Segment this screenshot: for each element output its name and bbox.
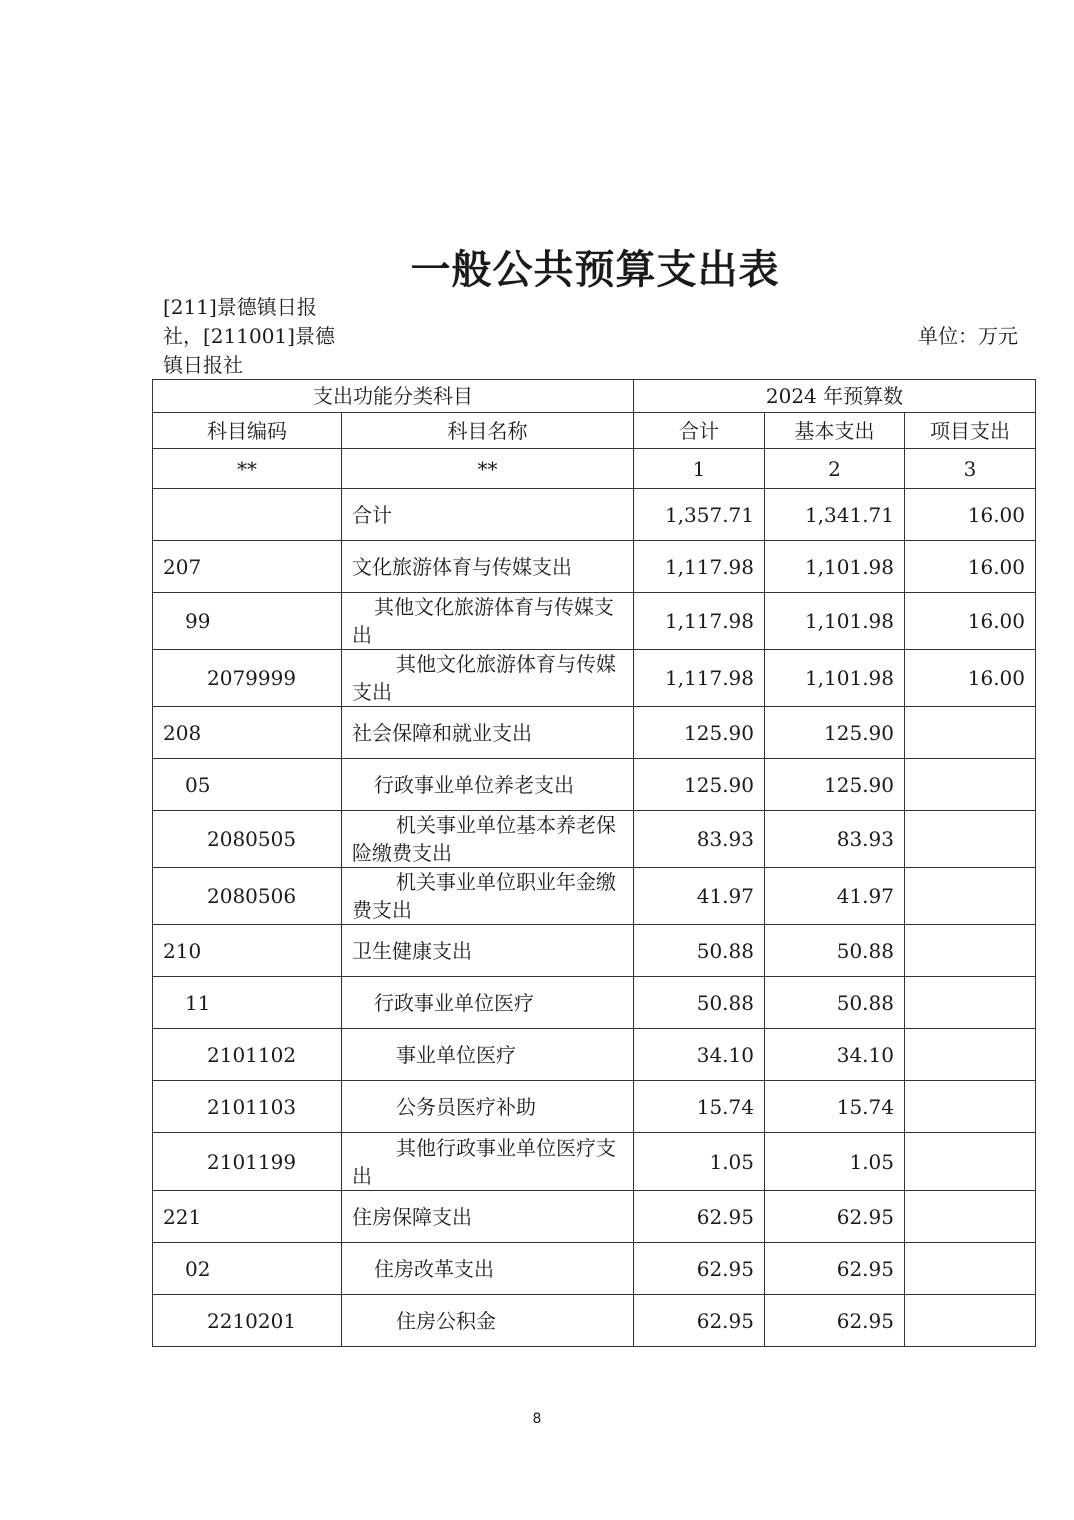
- index-total: 1: [634, 449, 765, 489]
- row-project: [905, 811, 1036, 868]
- row-basic: 41.97: [765, 868, 905, 925]
- row-basic: 15.74: [765, 1081, 905, 1133]
- row-project: 16.00: [905, 650, 1036, 707]
- row-name: 公务员医疗补助: [342, 1081, 634, 1133]
- row-project: [905, 1191, 1036, 1243]
- row-total: 83.93: [634, 811, 765, 868]
- header-total: 合计: [634, 413, 765, 449]
- row-code: 2079999: [153, 650, 342, 707]
- row-total: 125.90: [634, 707, 765, 759]
- table-row: [153, 541, 1036, 593]
- row-basic: 1,341.71: [765, 489, 905, 541]
- table-row: [153, 811, 1036, 868]
- table-row: [153, 1191, 1036, 1243]
- row-name: 其他文化旅游体育与传媒支出: [342, 593, 634, 650]
- row-basic: 1,101.98: [765, 593, 905, 650]
- row-name: 住房公积金: [342, 1295, 634, 1347]
- index-name: **: [342, 449, 634, 489]
- row-name: 其他文化旅游体育与传媒支出: [342, 650, 634, 707]
- row-code: 207: [153, 541, 342, 593]
- row-code: 2101103: [153, 1081, 342, 1133]
- row-basic: 62.95: [765, 1191, 905, 1243]
- row-total: 1.05: [634, 1133, 765, 1191]
- row-name: 社会保障和就业支出: [342, 707, 634, 759]
- table-row: [153, 489, 1036, 541]
- row-name: 行政事业单位医疗: [342, 977, 634, 1029]
- header-name: 科目名称: [342, 413, 634, 449]
- row-name: 住房保障支出: [342, 1191, 634, 1243]
- row-code: 2101102: [153, 1029, 342, 1081]
- header-project: 项目支出: [905, 413, 1036, 449]
- row-project: [905, 1133, 1036, 1191]
- row-project: [905, 925, 1036, 977]
- row-project: 16.00: [905, 489, 1036, 541]
- header-column-row: [153, 413, 1036, 449]
- row-basic: 62.95: [765, 1295, 905, 1347]
- table-row: [153, 1295, 1036, 1347]
- row-code: 221: [153, 1191, 342, 1243]
- row-basic: 1,101.98: [765, 541, 905, 593]
- row-code: 210: [153, 925, 342, 977]
- row-project: [905, 868, 1036, 925]
- row-total: 125.90: [634, 759, 765, 811]
- row-project: [905, 1295, 1036, 1347]
- row-code: 208: [153, 707, 342, 759]
- index-code: **: [153, 449, 342, 489]
- row-project: [905, 759, 1036, 811]
- table-row: [153, 977, 1036, 1029]
- row-total: 41.97: [634, 868, 765, 925]
- row-name: 事业单位医疗: [342, 1029, 634, 1081]
- table-body: [153, 380, 1036, 1347]
- row-code: 02: [153, 1243, 342, 1295]
- row-code: 99: [153, 593, 342, 650]
- header-group-row: [153, 380, 1036, 413]
- page-title: 一般公共预算支出表: [410, 247, 780, 293]
- header-code: 科目编码: [153, 413, 342, 449]
- budget-table: [152, 379, 1036, 1347]
- row-total: 15.74: [634, 1081, 765, 1133]
- row-total: 62.95: [634, 1191, 765, 1243]
- row-total: 1,117.98: [634, 650, 765, 707]
- table-row: [153, 1029, 1036, 1081]
- index-project: 3: [905, 449, 1036, 489]
- row-name: 机关事业单位基本养老保险缴费支出: [342, 811, 634, 868]
- row-project: [905, 1029, 1036, 1081]
- table-row: [153, 650, 1036, 707]
- header-budget-year: 2024 年预算数: [634, 380, 1036, 413]
- header-function-classification: 支出功能分类科目: [153, 380, 634, 413]
- row-code: 2210201: [153, 1295, 342, 1347]
- header-basic: 基本支出: [765, 413, 905, 449]
- row-project: 16.00: [905, 541, 1036, 593]
- row-basic: 50.88: [765, 977, 905, 1029]
- unit-label: 单位：万元: [918, 324, 1018, 348]
- row-basic: 62.95: [765, 1243, 905, 1295]
- table-row: [153, 1133, 1036, 1191]
- row-name: 合计: [342, 489, 634, 541]
- row-name: 行政事业单位养老支出: [342, 759, 634, 811]
- page-number: 8: [532, 1411, 542, 1427]
- row-name: 住房改革支出: [342, 1243, 634, 1295]
- row-project: [905, 977, 1036, 1029]
- row-basic: 34.10: [765, 1029, 905, 1081]
- row-project: [905, 707, 1036, 759]
- row-basic: 83.93: [765, 811, 905, 868]
- row-code: [153, 489, 342, 541]
- row-project: [905, 1081, 1036, 1133]
- row-name: 文化旅游体育与传媒支出: [342, 541, 634, 593]
- row-code: 2101199: [153, 1133, 342, 1191]
- row-code: 2080505: [153, 811, 342, 868]
- index-basic: 2: [765, 449, 905, 489]
- table-row: [153, 759, 1036, 811]
- row-total: 1,117.98: [634, 593, 765, 650]
- table-row: [153, 1081, 1036, 1133]
- row-code: 2080506: [153, 868, 342, 925]
- table-row: [153, 593, 1036, 650]
- table-row: [153, 707, 1036, 759]
- table-row: [153, 1243, 1036, 1295]
- row-basic: 125.90: [765, 759, 905, 811]
- row-total: 50.88: [634, 925, 765, 977]
- row-total: 62.95: [634, 1295, 765, 1347]
- organization-label: [211]景德镇日报社，[211001]景德镇日报社: [163, 295, 335, 377]
- row-name: 其他行政事业单位医疗支出: [342, 1133, 634, 1191]
- row-total: 50.88: [634, 977, 765, 1029]
- row-basic: 1.05: [765, 1133, 905, 1191]
- row-code: 05: [153, 759, 342, 811]
- row-name: 卫生健康支出: [342, 925, 634, 977]
- table-row: [153, 868, 1036, 925]
- row-basic: 125.90: [765, 707, 905, 759]
- row-basic: 50.88: [765, 925, 905, 977]
- row-total: 34.10: [634, 1029, 765, 1081]
- row-basic: 1,101.98: [765, 650, 905, 707]
- row-project: 16.00: [905, 593, 1036, 650]
- table-row: [153, 925, 1036, 977]
- header-index-row: [153, 449, 1036, 489]
- row-name: 机关事业单位职业年金缴费支出: [342, 868, 634, 925]
- row-project: [905, 1243, 1036, 1295]
- row-total: 1,117.98: [634, 541, 765, 593]
- row-total: 62.95: [634, 1243, 765, 1295]
- row-total: 1,357.71: [634, 489, 765, 541]
- row-code: 11: [153, 977, 342, 1029]
